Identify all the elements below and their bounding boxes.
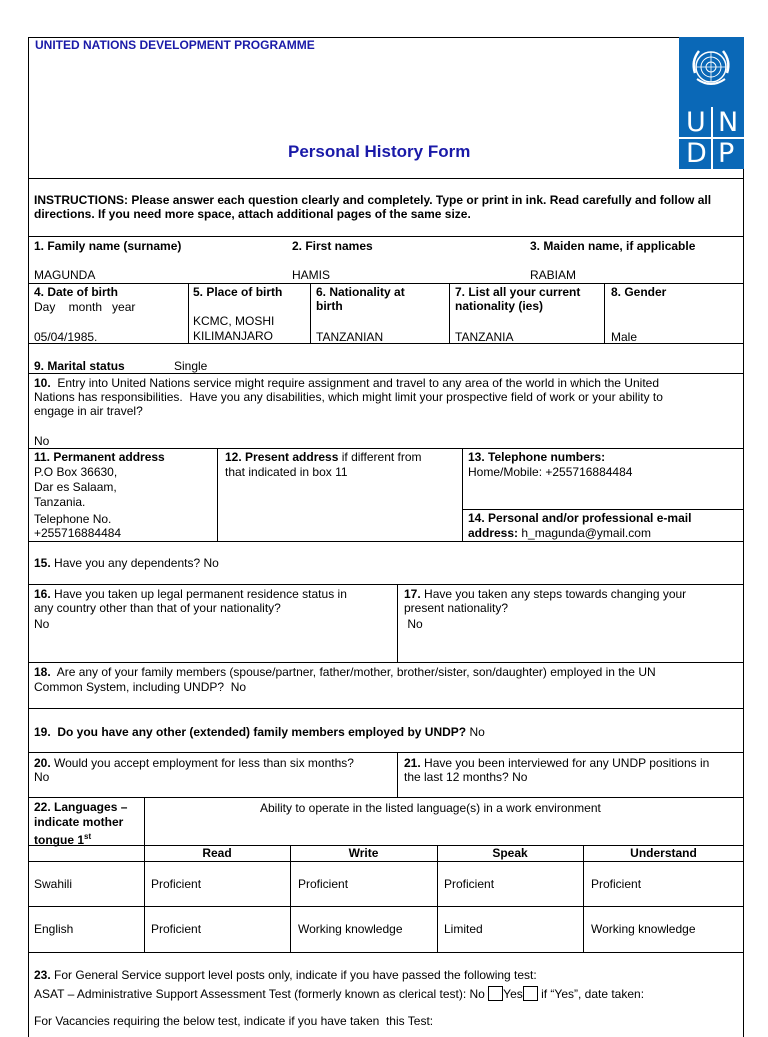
dob-value: 05/04/1985. [34, 330, 98, 344]
logo-letter: U [686, 107, 706, 138]
telephone-label: 13. Telephone numbers: [468, 450, 606, 464]
q21-line-2: the last 12 months? No [404, 770, 528, 784]
yes-checkbox[interactable] [523, 986, 538, 1001]
present-address-label: 12. Present address if different from [225, 450, 422, 464]
lang-name: English [34, 922, 74, 936]
birthplace-value-2: KILIMANJARO [193, 329, 274, 343]
permanent-address-line: Dar es Salaam, [34, 480, 117, 494]
logo-letter: N [718, 107, 739, 138]
languages-label-3: tongue 1st [34, 832, 92, 847]
q23-line-3: For Vacancies requiring the below test, indicate if you have taken this Test: [34, 1014, 434, 1028]
lang-read: Proficient [151, 922, 202, 936]
permanent-address-line: P.O Box 36630, [34, 465, 118, 479]
q16-line-1: 16. Have you taken up legal permanent residence status in [34, 587, 347, 601]
col-write: Write [348, 846, 379, 860]
q16-line-2: any country other than that of your nationality? [34, 601, 281, 615]
un-emblem-icon [687, 43, 735, 91]
q19-text: 19. Do you have any other (extended) family members employed by UNDP? No [34, 725, 485, 739]
marital-status-value: Single [174, 359, 208, 373]
present-address-line-2: that indicated in box 11 [225, 465, 348, 479]
gender-value: Male [611, 330, 638, 344]
lang-write: Proficient [298, 877, 349, 891]
permanent-address-line: +255716884484 [34, 526, 122, 540]
undp-logo [679, 37, 744, 169]
languages-label: 22. Languages – [34, 800, 128, 814]
first-names-value: HAMIS [292, 268, 331, 282]
col-read: Read [202, 846, 232, 860]
dob-hint: Day month year [34, 300, 136, 314]
email-label: 14. Personal and/or professional e-mail [468, 511, 692, 525]
dob-label: 4. Date of birth [34, 285, 119, 299]
col-speak: Speak [492, 846, 528, 860]
org-name: UNITED NATIONS DEVELOPMENT PROGRAMME [35, 38, 315, 52]
languages-label-2: indicate mother [34, 815, 124, 829]
maiden-name-value: RABIAM [530, 268, 577, 282]
q10-line-1: 10. Entry into United Nations service might require assignment and travel to any area of the world in which the United [34, 376, 659, 390]
q16-answer: No [34, 617, 50, 631]
q17-line-2: present nationality? [404, 601, 509, 615]
q23-line-1: 23. For General Service support level posts only, indicate if you have passed the following test: [34, 968, 537, 982]
birthplace-value-1: KCMC, MOSHI [193, 314, 275, 328]
lang-speak: Proficient [444, 877, 495, 891]
q15-text: 15. Have you any dependents? No [34, 556, 219, 570]
telephone-value: Home/Mobile: +255716884484 [468, 465, 633, 479]
current-nationality-value: TANZANIA [455, 330, 514, 344]
lang-understand: Working knowledge [591, 922, 696, 936]
birthplace-label: 5. Place of birth [193, 285, 283, 299]
q23-line-2: ASAT – Administrative Support Assessment Test (formerly known as clerical test): No Yes if “Yes”, date taken: [34, 987, 645, 1001]
q10-line-3: engage in air travel? [34, 404, 143, 418]
ability-caption: Ability to operate in the listed language(s) in a work environment [260, 801, 601, 815]
q20-answer: No [34, 770, 50, 784]
q20-line-1: 20. Would you accept employment for less than six months? [34, 756, 354, 770]
nationality-birth-label: 6. Nationality at [316, 285, 405, 299]
q18-line-1: 18. Are any of your family members (spouse/partner, father/mother, brother/sister, son/daughter) employed in the UN [34, 665, 656, 679]
lang-write: Working knowledge [298, 922, 403, 936]
marital-status-label: 9. Marital status [34, 359, 125, 373]
q17-line-1: 17. Have you taken any steps towards changing your [404, 587, 687, 601]
page-title: Personal History Form [288, 142, 471, 161]
q21-line-1: 21. Have you been interviewed for any UNDP positions in [404, 756, 710, 770]
no-checkbox[interactable] [488, 986, 503, 1001]
permanent-address-line: Tanzania. [34, 495, 86, 509]
q18-line-2: Common System, including UNDP? No [34, 680, 247, 694]
q17-answer: No [404, 617, 423, 631]
permanent-address-label: 11. Permanent address [34, 450, 165, 464]
logo-letter: P [718, 138, 735, 169]
q10-answer: No [34, 434, 50, 448]
nationality-birth-value: TANZANIAN [316, 330, 384, 344]
col-understand: Understand [630, 846, 697, 860]
nationality-birth-label-2: birth [316, 299, 343, 313]
instructions: INSTRUCTIONS: Please answer each question clearly and completely. Type or print in ink. Read carefully and follow all directions. If you need more space, attach additional pages of the same size. [34, 193, 712, 221]
current-nationality-label-2: nationality (ies) [455, 299, 544, 313]
lang-understand: Proficient [591, 877, 642, 891]
family-name-value: MAGUNDA [34, 268, 96, 282]
q10-line-2: Nations has responsibilities. Have you any disabilities, which might limit your prospective field of work or your ability to [34, 390, 663, 404]
current-nationality-label: 7. List all your current [455, 285, 581, 299]
lang-read: Proficient [151, 877, 202, 891]
first-names-label: 2. First names [292, 239, 373, 253]
gender-label: 8. Gender [611, 285, 667, 299]
logo-letter: D [686, 138, 707, 169]
lang-name: Swahili [34, 877, 73, 891]
email-line: address: h_magunda@ymail.com [468, 526, 651, 540]
family-name-label: 1. Family name (surname) [34, 239, 182, 253]
lang-speak: Limited [444, 922, 483, 936]
permanent-address-line: Telephone No. [34, 512, 112, 526]
maiden-name-label: 3. Maiden name, if applicable [530, 239, 696, 253]
